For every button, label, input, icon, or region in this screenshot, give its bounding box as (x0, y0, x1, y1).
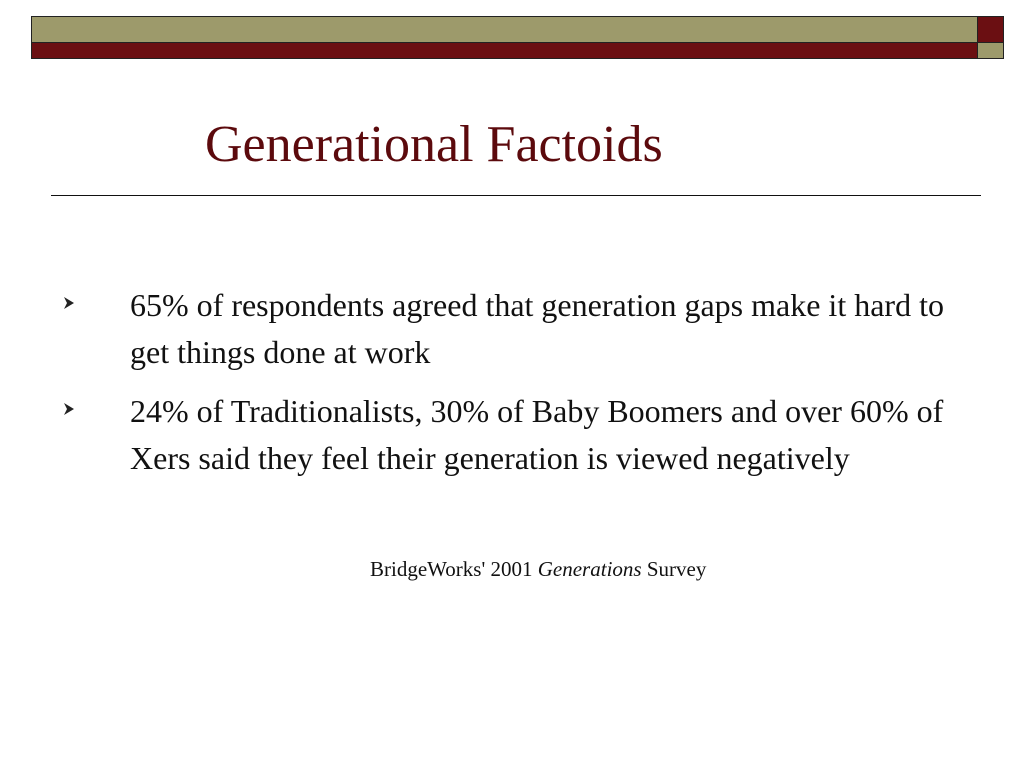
citation-prefix: BridgeWorks' 2001 (370, 557, 533, 581)
bullet-item (62, 282, 962, 376)
arrow-bullet-icon (62, 296, 76, 310)
arrow-bullet-icon (62, 402, 76, 416)
header-band-olive (31, 16, 978, 43)
header-square-maroon (977, 16, 1004, 43)
citation-suffix: Survey (646, 557, 707, 581)
header-square-olive (977, 42, 1004, 59)
source-citation (370, 557, 706, 582)
header-band-maroon (31, 42, 978, 59)
slide-title: Generational Factoids (205, 116, 663, 173)
bullet-item (62, 388, 962, 482)
bullet-list (62, 282, 962, 494)
citation-italic: Generations (537, 557, 642, 581)
bullet-text: 65% of respondents agreed that generation gaps make it hard to get things done at work (130, 287, 944, 370)
bullet-text: 24% of Traditionalists, 30% of Baby Boomers and over 60% of Xers said they feel their generation is viewed negatively (130, 393, 944, 476)
title-divider (51, 195, 981, 196)
